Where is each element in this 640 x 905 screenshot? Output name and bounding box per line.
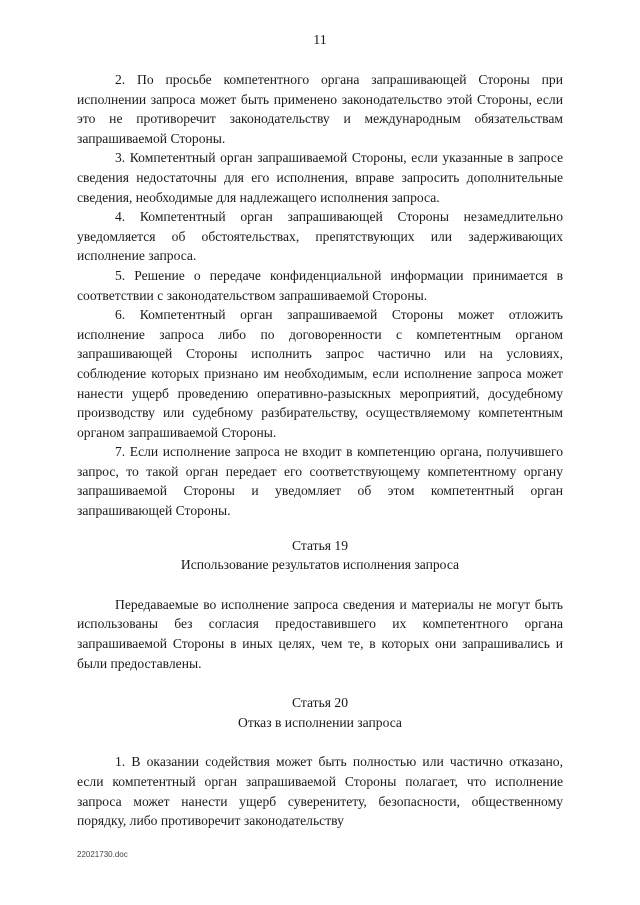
article-19-body: Передаваемые во исполнение запроса сведения и материалы не могут быть использованы без согласия предоставившего их компетентного органа запрашиваемой Стороны в иных целях, чем те, в которых они запрашивались и были предоставлены. (77, 596, 563, 671)
paragraph-item-7: 7. Если исполнение запроса не входит в компетенцию органа, получившего запрос, то такой орган передает его соответствующему компетентному органу запрашиваемой Стороны и уведомляет об этом компетентный орган запрашивающей Стороны. (77, 444, 563, 519)
article-20-heading: Статья 20 (291, 695, 349, 711)
article-19-title: Использование результатов исполнения запроса (180, 557, 460, 573)
paragraph-item-4: 4. Компетентный орган запрашивающей Стороны незамедлительно уведомляется об обстоятельствах, препятствующих или задерживающих исполнение запроса. (77, 209, 563, 264)
footer-filename: 22021730.doc (77, 850, 128, 859)
document-body (77, 70, 563, 831)
article-19-heading: Статья 19 (291, 537, 349, 553)
article-20-body: 1. В оказании содействия может быть полностью или частично отказано, если компетентный орган запрашиваемой Стороны полагает, что исполнение запроса может нанести ущерб суверенитету, безопасности, общественному порядку, либо противоречит законодательству (77, 754, 563, 829)
article-20-title: Отказ в исполнении запроса (238, 714, 402, 730)
paragraph-item-3: 3. Компетентный орган запрашиваемой Стороны, если указанные в запросе сведения недостаточны для его исполнения, вправе запросить дополнительные сведения, необходимые для надлежащего исполнения запроса. (77, 150, 563, 205)
paragraph-item-6: 6. Компетентный орган запрашиваемой Стороны может отложить исполнение запроса либо по договоренности с компетентным органом запрашивающей Стороны исполнить запрос частично или на условиях, соблюдение которых признано им необходимым, если исполнение запроса может нанести ущерб проведению оперативно-разыскных мероприятий, досудебному производству или судебному разбирательству, осуществляемому компетентным органом запрашиваемой Стороны. (77, 307, 563, 440)
paragraph-item-5: 5. Решение о передаче конфиденциальной информации принимается в соответствии с законодательством запрашиваемой Стороны. (77, 267, 563, 303)
paragraph-item-2: 2. По просьбе компетентного органа запрашивающей Стороны при исполнении запроса может быть применено законодательство этой Стороны, если это не противоречит законодательству и международным обязательствам запрашиваемой Стороны. (77, 72, 563, 146)
page-number: 11 (313, 33, 327, 48)
